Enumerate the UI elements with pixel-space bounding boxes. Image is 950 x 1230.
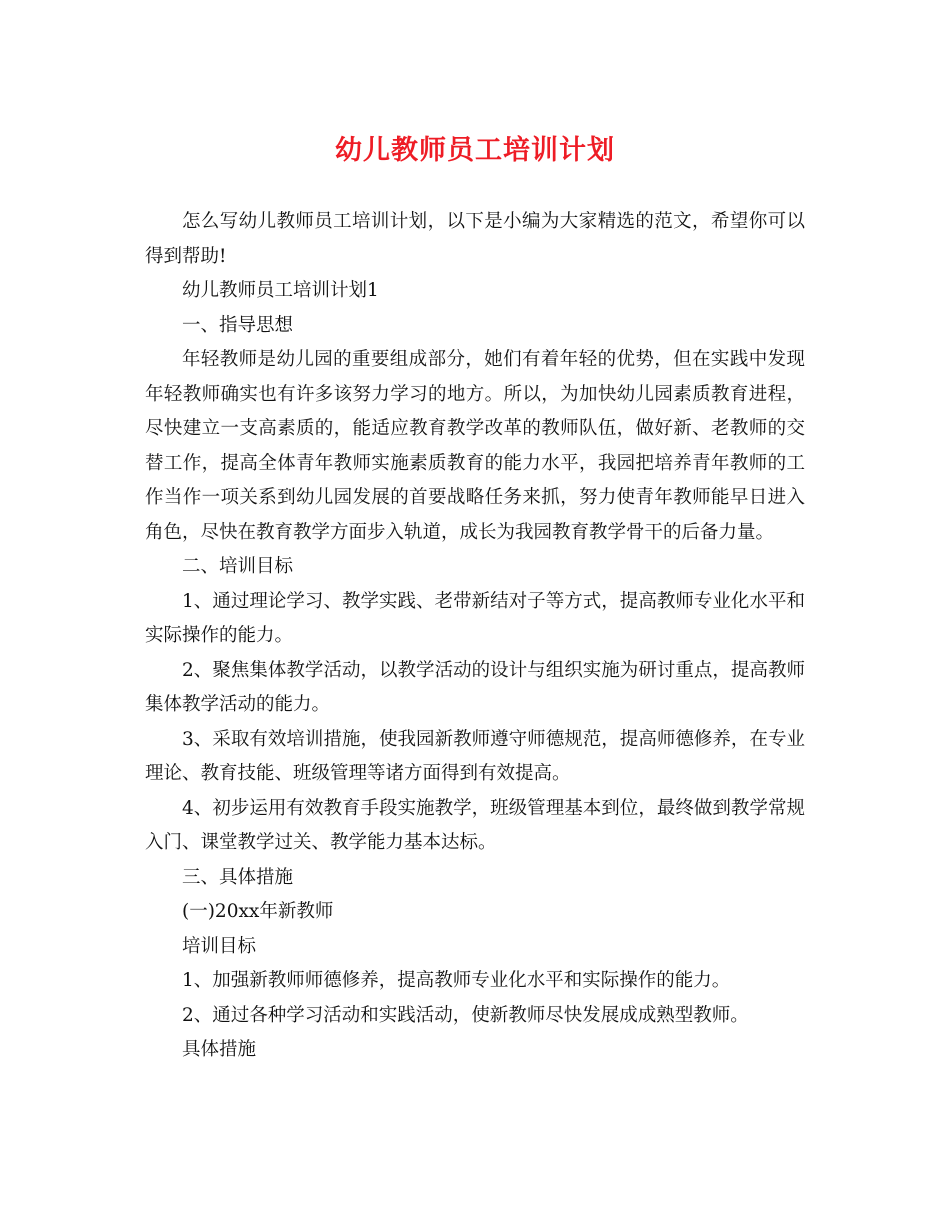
goal-item: 4、初步运用有效教育手段实施教学，班级管理基本到位，最终做到教学常规入门、课堂教学过关、教学能力基本达标。 [145,797,805,853]
section-heading-guiding-ideology: 一、指导思想 [182,314,294,336]
section-heading-training-goals: 二、培训目标 [182,556,294,577]
document-title: 幼儿教师员工培训计划 [335,135,615,166]
goal-item: 3、采取有效培训措施，使我园新教师遵守师德规范，提高师德修养，在专业理论、教育技能、班级管理等诸方面得到有效提高。 [145,728,805,784]
guiding-ideology-paragraph: 年轻教师是幼儿园的重要组成部分，她们有着年轻的优势，但在实践中发现年轻教师确实也有许多该努力学习的地方。所以，为加快幼儿园素质教育进程，尽快建立一支高素质的，能适应教育教学改革的教师队伍，做好新、老教师的交替工作，提高全体青年教师实施素质教育的能力水平，我园把培养青年教师的工作当作一项关系到幼儿园发展的首要战略任务来抓，努力使青年教师能早日进入角色，尽快在教育教学方面步入轨道，成长为我园教育教学骨干的后备力量。 [145,349,805,543]
subheading-training-goals: 培训目标 [182,935,257,957]
intro-paragraph: 怎么写幼儿教师员工培训计划，以下是小编为大家精选的范文，希望你可以得到帮助! [145,211,805,267]
subheading-specific-measures: 具体措施 [182,1039,257,1060]
subsection-heading-new-teachers: (一)20xx年新教师 [182,901,334,922]
new-teacher-goal-item: 2、通过各种学习活动和实践活动，使新教师尽快发展成成熟型教师。 [182,1004,749,1026]
document-body [145,205,805,1068]
goal-item: 1、通过理论学习、教学实践、老带新结对子等方式，提高教师专业化水平和实际操作的能力。 [145,590,805,646]
plan-heading: 幼儿教师员工培训计划1 [182,280,379,301]
new-teacher-goal-item: 1、加强新教师师德修养，提高教师专业化水平和实际操作的能力。 [182,970,731,991]
section-heading-specific-measures: 三、具体措施 [182,866,294,888]
goal-item: 2、聚焦集体教学活动，以教学活动的设计与组织实施为研讨重点，提高教师集体教学活动的能力。 [145,659,805,715]
